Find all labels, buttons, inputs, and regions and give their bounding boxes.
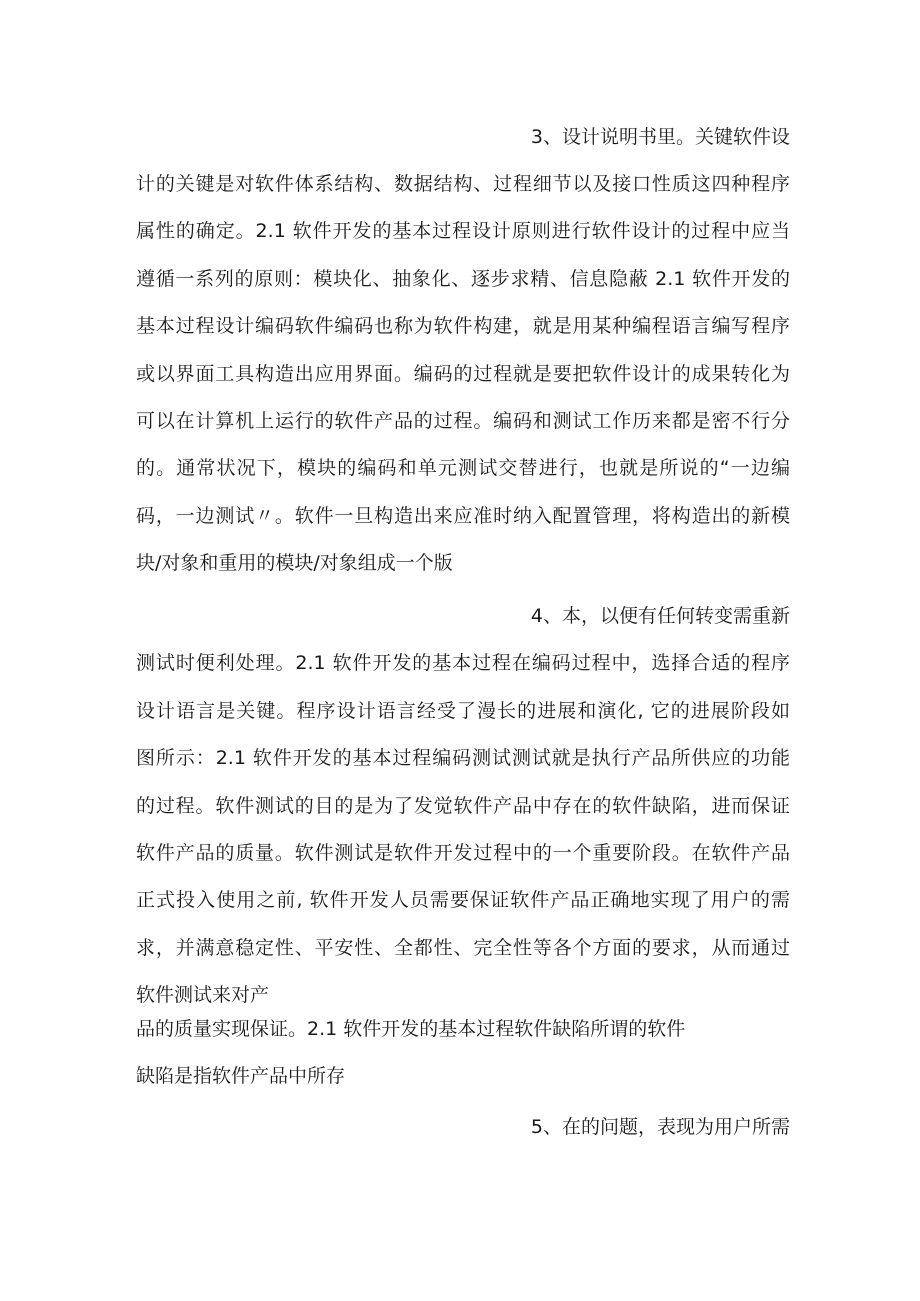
- text-line: 码，一边测试〃。软件一旦构造出来应准时纳入配置管理，将构造出的新模: [136, 505, 790, 527]
- text-line: 品的质量实现保证。2.1 软件开发的基本过程软件缺陷所谓的软件: [136, 1018, 686, 1040]
- text-line: 基本过程设计编码软件编码也称为软件构建，就是用某种编程语言编写程序: [136, 315, 790, 337]
- text-line: 遵循一系列的原则：模块化、抽象化、逐步求精、信息隐蔽 2.1 软件开发的: [136, 268, 790, 290]
- text-line: 缺陷是指软件产品中所存: [136, 1065, 346, 1087]
- section-5-heading-line: 5、在的问题，表现为用户所需: [530, 1116, 790, 1138]
- text-line: 的过程。软件测试的目的是为了发觉软件产品中存在的软件缺陷，进而保证: [136, 795, 790, 817]
- text-line: 求，并满意稳定性、平安性、全都性、完全性等各个方面的要求，从而通过: [136, 937, 790, 959]
- text-line: 计的关键是对软件体系结构、数据结构、过程细节以及接口性质这四种程序: [136, 173, 790, 195]
- text-line: 的。通常状况下，模块的编码和单元测试交替进行，也就是所说的“一边编: [136, 457, 790, 479]
- section-4-heading-line: 4、本，以便有任何转变需重新: [530, 605, 790, 627]
- text-line: 正式投入使用之前, 软件开发人员需要保证软件产品正确地实现了用户的需: [136, 889, 790, 911]
- text-line: 可以在计算机上运行的软件产品的过程。编码和测试工作历来都是密不行分: [136, 410, 790, 432]
- text-line: 软件测试来对产: [136, 984, 270, 1006]
- text-line: 软件产品的质量。软件测试是软件开发过程中的一个重要阶段。在软件产品: [136, 842, 790, 864]
- text-line: 测试时便利处理。2.1 软件开发的基本过程在编码过程中，选择合适的程序: [136, 652, 790, 674]
- text-line: 或以界面工具构造出应用界面。编码的过程就是要把软件设计的成果转化为: [136, 363, 790, 385]
- text-line: 属性的确定。2.1 软件开发的基本过程设计原则进行软件设计的过程中应当: [136, 220, 790, 242]
- text-line: 图所示：2.1 软件开发的基本过程编码测试测试就是执行产品所供应的功能: [136, 747, 790, 769]
- text-line: 块/对象和重用的模块/对象组成一个版: [136, 552, 453, 574]
- text-line: 设计语言是关键。程序设计语言经受了漫长的进展和演化, 它的进展阶段如: [136, 700, 790, 722]
- section-3-heading-line: 3、设计说明书里。关键软件设: [530, 126, 790, 148]
